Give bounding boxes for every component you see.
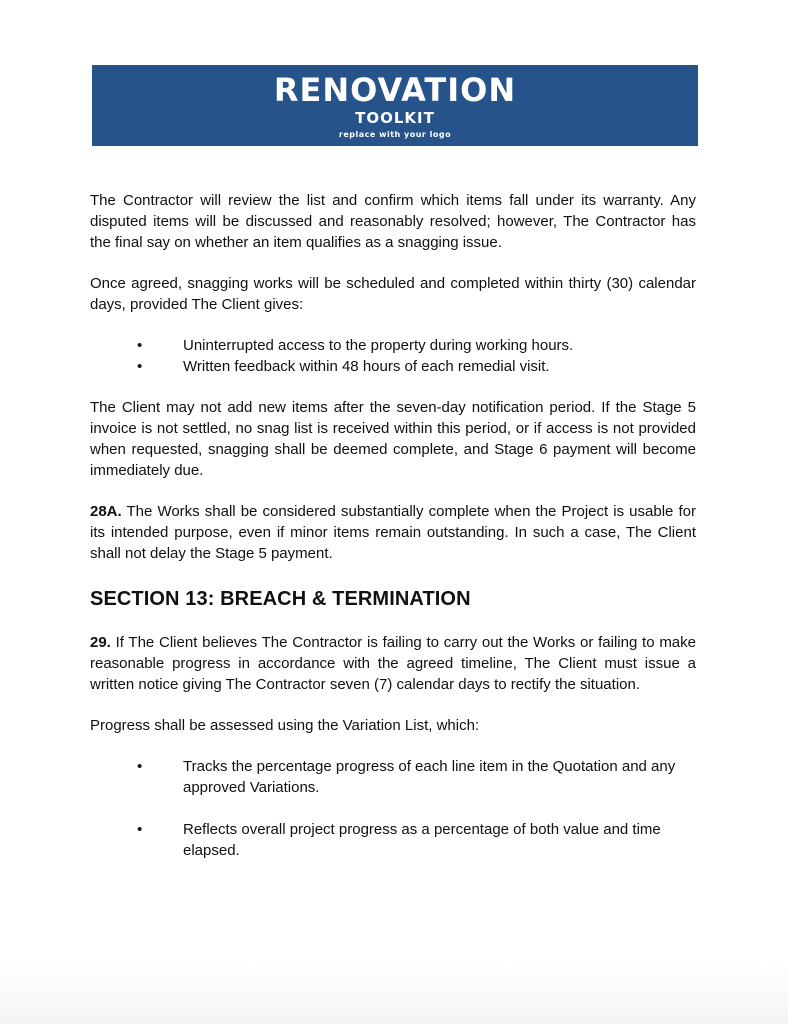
- logo-placeholder-note: replace with your logo: [338, 130, 452, 139]
- list-item-text: Uninterrupted access to the property during working hours.: [183, 337, 574, 354]
- logo-subtitle: TOOLKIT: [355, 109, 435, 127]
- bullet-icon: •: [137, 821, 143, 838]
- list-item: [90, 756, 696, 798]
- clause-number: 28A.: [90, 503, 122, 520]
- paragraph-29: [90, 632, 696, 695]
- list-item: [90, 356, 696, 377]
- clause-number: 29.: [90, 634, 111, 651]
- bullet-list-client-obligations: [90, 335, 696, 377]
- paragraph-snagging-schedule: Once agreed, snagging works will be scheduled and completed within thirty (30) calendar days, provided The Client gives:: [90, 275, 696, 313]
- clause-text: The Works shall be considered substantially complete when the Project is usable for its intended purpose, even if minor items remain outstanding. In such a case, The Client shall not delay the Stage 5 payment.: [90, 503, 696, 562]
- paragraph-progress-assessment: Progress shall be assessed using the Variation List, which:: [90, 717, 480, 734]
- bullet-icon: •: [137, 337, 143, 354]
- bullet-list-variation: [90, 756, 696, 861]
- document-body: [90, 190, 696, 861]
- list-item-text: Tracks the percentage progress of each line item in the Quotation and any approved Variations.: [183, 758, 676, 796]
- paragraph-notification-period: The Client may not add new items after the seven-day notification period. If the Stage 5 invoice is not settled, no snag list is received within this period, or if access is not provided when requested, snagging shall be deemed complete, and Stage 6 payment will become immediately due.: [90, 399, 696, 479]
- list-item-text: Written feedback within 48 hours of each remedial visit.: [183, 358, 550, 375]
- clause-text: If The Client believes The Contractor is failing to carry out the Works or failing to make reasonable progress in accordance with the agreed timeline, The Client must issue a written notice giving The Contractor seven (7) calendar days to rectify the situation.: [90, 634, 696, 693]
- list-item-text: Reflects overall project progress as a percentage of both value and time elapsed.: [183, 821, 661, 859]
- bullet-icon: •: [137, 358, 143, 375]
- paragraph-warranty-review: The Contractor will review the list and confirm which items fall under its warranty. Any disputed items will be discussed and reasonably resolved; however, The Contractor has the final say on whether an item qualifies as a snagging issue.: [90, 192, 696, 251]
- logo-banner: [92, 65, 698, 146]
- logo-title: RENOVATION: [273, 71, 517, 109]
- paragraph-28a: [90, 501, 696, 564]
- bullet-icon: •: [137, 758, 143, 775]
- page-bottom-shadow: [0, 964, 788, 1024]
- list-item: [90, 819, 696, 861]
- list-item: [90, 335, 696, 356]
- section-heading: SECTION 13: BREACH & TERMINATION: [90, 588, 471, 610]
